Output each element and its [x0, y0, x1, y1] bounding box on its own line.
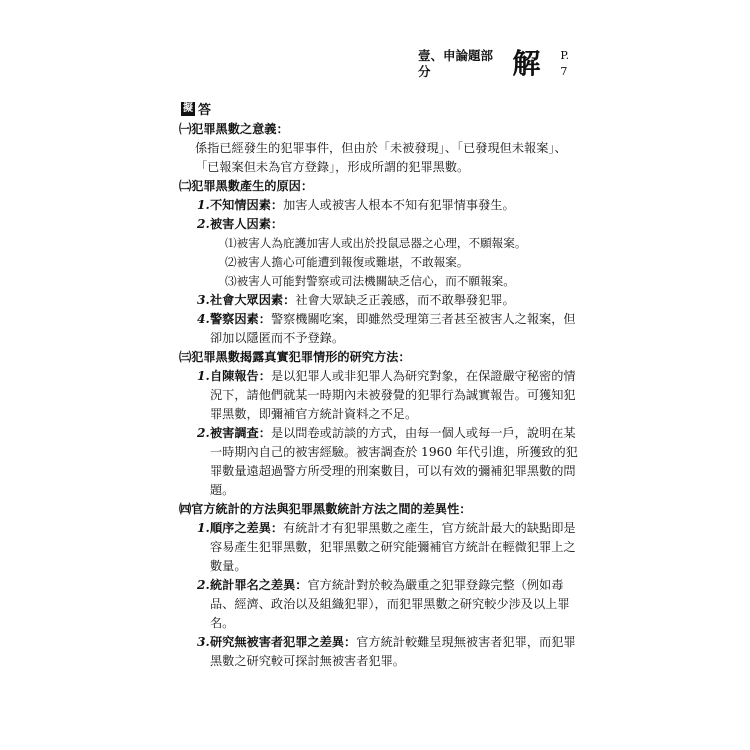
list-item [179, 576, 581, 633]
item-title: 被害調查： [210, 426, 271, 440]
paragraph-1: 係指已經發生的犯罪事件，但由於「未被發現」、「已發現但未報案」、「已報案但未為官方登錄」，形成所謂的犯罪黑數。 [195, 141, 567, 174]
item-text: 加害人或被害人根本不知有犯罪情事發生。 [283, 198, 515, 212]
answer-label [181, 99, 211, 118]
list-item [179, 519, 581, 576]
item-title: 被害人因素： [210, 217, 284, 231]
section-title: 壹、申論題部分 [418, 48, 494, 79]
item-number: 2. [197, 426, 210, 440]
item-title: 警察因素： [210, 312, 271, 326]
item-number: 3. [197, 635, 210, 649]
item-text: 警察機關吃案，即雖然受理第三者甚至被害人之報案，但卻加以隱匿而不予登錄。 [210, 312, 576, 345]
header-char: 解 [512, 47, 541, 80]
item-text: 是以犯罪人或非犯罪人為研究對象，在保證嚴守秘密的情況下，請他們就某一時期內未被發覺的犯罪行為誠實報告。可獲知犯罪黑數，即彌補官方統計資料之不足。 [210, 369, 576, 421]
heading-2: ㈡犯罪黑數產生的原因： [179, 179, 314, 193]
item-text: 官方統計對於較為嚴重之犯罪登錄完整（例如毒品、經濟、政治以及組織犯罪），而犯罪黑數之研究較少涉及以上罪名。 [210, 578, 570, 630]
list-item [179, 367, 581, 424]
sub-item: ⑵被害人擔心可能遭到報復或難堪，不敢報案。 [225, 255, 469, 269]
list-item [179, 196, 581, 215]
item-title: 不知情因素： [210, 198, 284, 212]
item-text: 有統計才有犯罪黑數之產生，官方統計最大的缺點即是容易產生犯罪黑數，犯罪黑數之研究能彌補官方統計在輕微犯罪上之數量。 [210, 521, 576, 573]
item-number: 1. [197, 521, 210, 535]
item-title: 統計罪名之差異： [210, 578, 308, 592]
list-item [179, 310, 581, 348]
answer-content [179, 120, 581, 671]
answer-label-text: 答 [198, 103, 212, 118]
item-text: 是以問卷或訪談的方式，由每一個人或每一戶，說明在某一時期內自己的被害經驗。被害調查於 1960 年代引進，所獲致的犯罪數量遠超過警方所受理的刑案數目，可以有效的彌補犯罪黑數的問題。 [210, 426, 578, 497]
item-title: 社會大眾因素： [210, 293, 296, 307]
list-item [179, 633, 581, 671]
item-number: 1. [197, 198, 210, 212]
list-item [179, 215, 581, 234]
sub-item: ⑴被害人為庇護加害人或出於投鼠忌器之心理，不願報案。 [225, 236, 527, 250]
page-header [418, 40, 578, 80]
item-title: 順序之差異： [210, 521, 284, 535]
item-number: 2. [197, 578, 210, 592]
item-number: 1. [197, 369, 210, 383]
item-number: 2. [197, 217, 210, 231]
item-title: 研究無被害者犯罪之差異： [210, 635, 357, 649]
heading-3: ㈢犯罪黑數揭露真實犯罪情形的研究方法： [179, 350, 411, 364]
answer-box-icon: 擬 [183, 102, 193, 114]
heading-4: ㈣官方統計的方法與犯罪黑數統計方法之間的差異性： [179, 502, 472, 516]
sub-item: ⑶被害人可能對警察或司法機關缺乏信心，而不願報案。 [225, 274, 515, 288]
item-text: 社會大眾缺乏正義感，而不敢舉發犯罪。 [295, 293, 515, 307]
list-item [179, 291, 581, 310]
page-number: P. 7 [560, 49, 570, 78]
list-item [179, 424, 581, 500]
item-number: 4. [197, 312, 210, 326]
item-title: 自陳報告： [210, 369, 271, 383]
heading-1: ㈠犯罪黑數之意義： [179, 122, 289, 136]
item-text: 官方統計較難呈現無被害者犯罪，而犯罪黑數之研究較可探討無被害者犯罪。 [210, 635, 576, 668]
item-number: 3. [197, 293, 210, 307]
